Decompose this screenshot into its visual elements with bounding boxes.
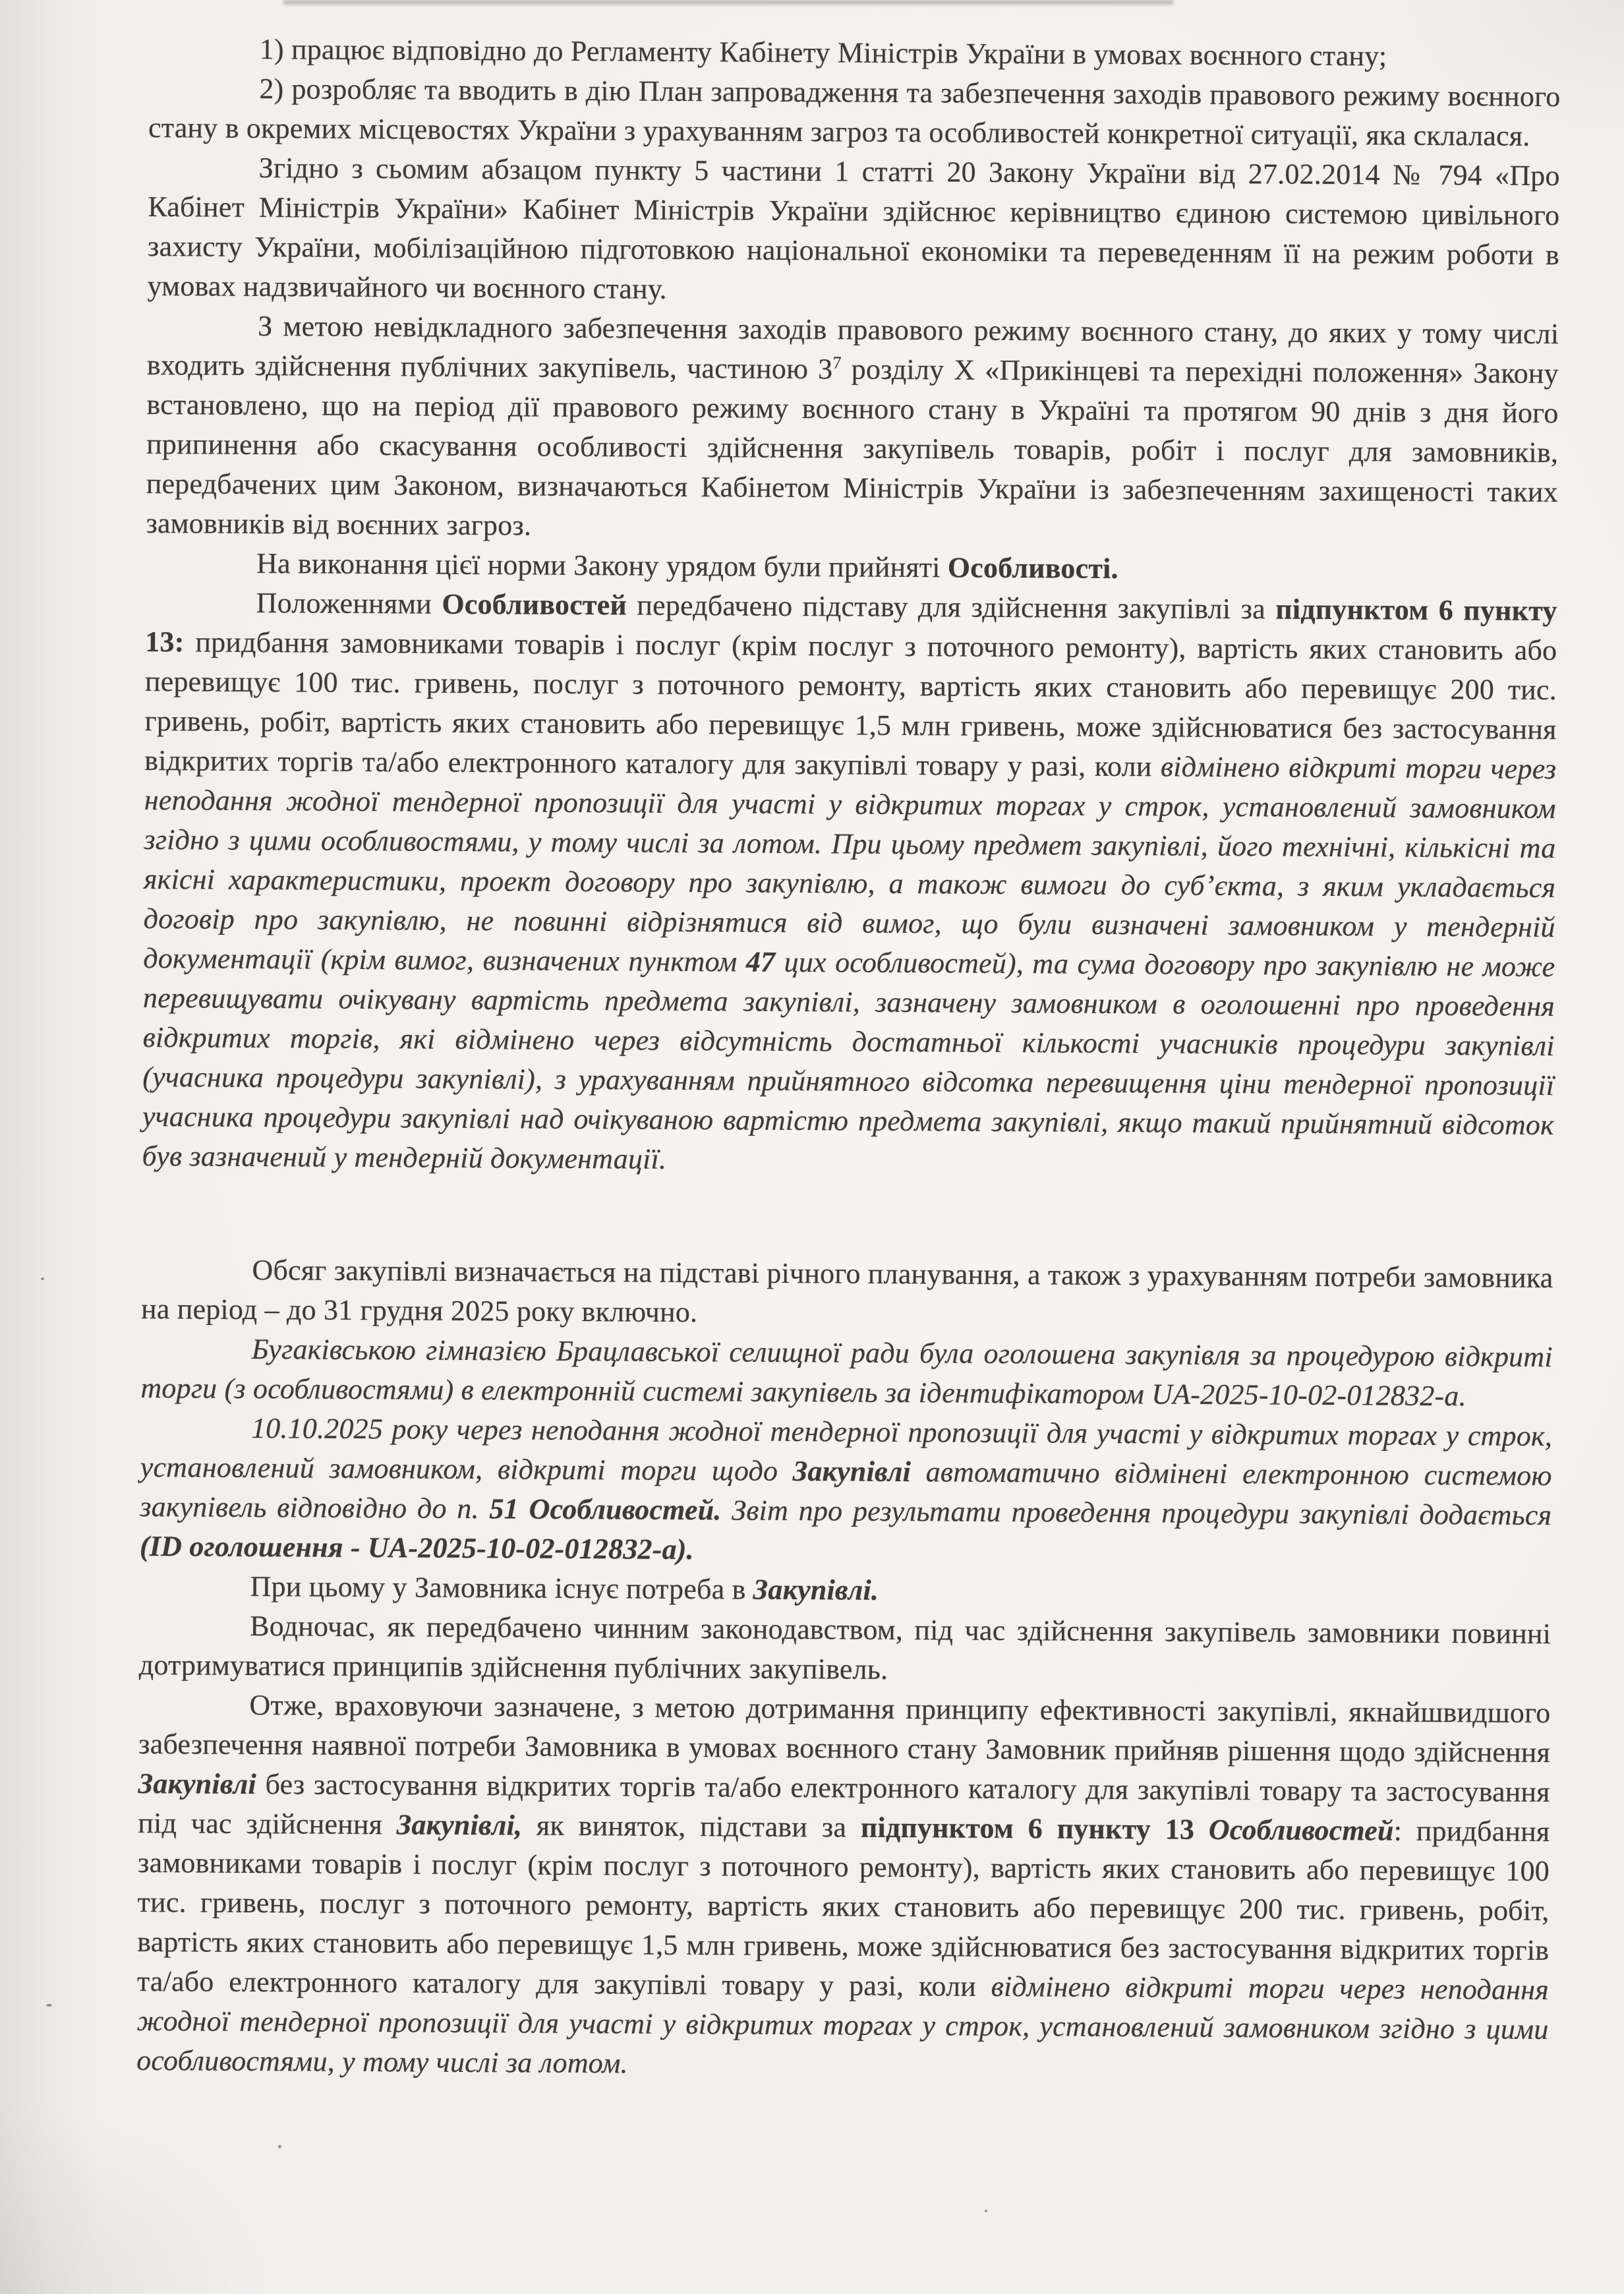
term-zakupivlia: Закупівлі bbox=[138, 1767, 257, 1801]
text-run: При цьому у Замовника існує потреба в bbox=[250, 1570, 753, 1606]
term-zakupivlia: Закупівлі bbox=[792, 1455, 912, 1488]
text-run: Бугаківською гімназією Брацлавської селищної ради була оголошена закупівля за процедурою відкриті торги (з особливостями) в електронній системі закупівель за ідентифікатором UA-2025-10-02-012832-а. bbox=[140, 1332, 1553, 1413]
paragraph-law-kmu bbox=[147, 148, 1559, 314]
term-zakupivlia: Закупівлі, bbox=[396, 1808, 523, 1842]
text-run: Отже, враховуючи зазначене, з метою дотримання принципу ефективності закупівлі, якнайшвидшого забезпечення наявної потреби Замовника в умовах воєнного стану Замовник прийняв рішення щодо здійснення bbox=[138, 1688, 1551, 1769]
term-zakupivlia: Закупівлі. bbox=[753, 1573, 879, 1606]
superscript-7: 7 bbox=[832, 352, 842, 372]
text-run-quoted-norm: відмінено відкриті торги через неподання жодної тендерної пропозиції для участі у відкритих торгах у строк, установлений замовником згідно з цими особливостями, у тому числі за лотом. bbox=[136, 1970, 1550, 2080]
scan-edge-artifact bbox=[283, 0, 1173, 5]
term-point-51-osoblyvostey: 51 Особливостей. bbox=[489, 1492, 722, 1527]
text-run: З метою невідкладного забезпечення заходів правового режиму воєнного стану, до яких у тому числі входить здійснення публічних закупівель, частиною 3 bbox=[146, 310, 1559, 386]
text-run: : придбання замовниками товарів і послуг (крім послуг з поточного ремонту), вартість яких становить або перевищує 100 тис. гривень, послуг з поточного ремонту, вартість яких становить або перевищує 200 тис. гривень, робіт, вартість яких становить або перевищує 1,5 млн гривень, може здійснюватися без застосування відкритих торгів та/або електронного каталогу для закупівлі товару у разі, коли bbox=[136, 1814, 1550, 2003]
text-run: автоматично відмінені електронною системою закупівель відповідно до п. bbox=[140, 1456, 1552, 1525]
scan-speck bbox=[41, 1278, 44, 1280]
text-run-quoted-norm: цих особливостей), та сума договору про закупівлю не може перевищувати очікувану вартість предмета закупівлі, зазначену замовником в оголошенні про проведення відкритих торгів, які відмінено через відсутність достатньої кількості учасників процедури закупівлі (учасника процедури закупівлі), з урахуванням прийнятного відсотка перевищення ціни тендерної пропозиції учасника процедури закупівлі над очікуваною вартістю предмета закупівлі, якщо такий прийнятний відсоток був зазначений у тендерній документації. bbox=[142, 945, 1555, 1175]
text-run: без застосування відкритих торгів та/або електронного каталогу для закупівлі товару та застосування під час здійснення bbox=[138, 1768, 1550, 1841]
text-run: розділу X «Прикінцеві та перехідні положення» Закону встановлено, що на період дії правового режиму воєнного стану в Україні та протягом 90 днів з дня його припинення або скасування особливості здійснення закупівель товарів, робіт і послуг для замовників, передбачених цим Законом, визначаються Кабінетом Міністрів України із забезпеченням захищеності таких замовників від воєнних загроз. bbox=[146, 353, 1559, 542]
text-run: Водночас, як передбачено чинним законодавством, під час здійснення закупівель замовники повинні дотримуватися принципів здійснення публічних закупівель. bbox=[138, 1609, 1552, 1686]
paragraph-auto-cancellation bbox=[140, 1408, 1552, 1575]
paragraph-decision bbox=[136, 1685, 1551, 2089]
text-run-quoted-norm: відмінено відкриті торги через неподання жодної тендерної пропозиції для участі у відкритих торгах у строк, установлений замовником згідно з цими особливостями, у тому числі за лотом. При цьому предмет закупівлі, його технічні, кількісні та якісні характеристики, проект договору про закупівлю, а також вимоги до суб’єкта, з яким укладається договір про закупівлю, не повинні відрізнятися від вимог, що були визначені замовником у тендерній документації (крім вимог, визначених пунктом bbox=[143, 750, 1557, 978]
text-run: Обсяг закупівлі визначається на підставі річного планування, а також з урахуванням потреби замовника на період – до 31 грудня 2025 року включно. bbox=[140, 1253, 1553, 1329]
paragraph-subpoint-6-point-13 bbox=[142, 583, 1557, 1185]
text-run: 1) працює відповідно до Регламенту Кабінету Міністрів України в умовах воєнного стану; bbox=[259, 33, 1387, 73]
paragraph-principles bbox=[139, 1606, 1552, 1693]
term-osoblyvostey: Особливостей bbox=[1208, 1813, 1394, 1847]
paragraph-gymnasium-announcement bbox=[140, 1329, 1553, 1417]
scan-speck bbox=[278, 2145, 281, 2148]
scan-speck bbox=[46, 2004, 52, 2007]
scan-speck bbox=[985, 2210, 987, 2212]
text-run: Звіт про результати проведення процедури закупівлі додається bbox=[721, 1494, 1552, 1532]
text-run: передбачено підставу для здійснення закупівлі за bbox=[626, 589, 1276, 626]
text-run: 2) розробляє та вводить в дію План запровадження та забезпечення заходів правового режиму воєнного стану в окремих місцевостях України з урахуванням загроз та особливостей конкретної ситуації, яка склалася. bbox=[148, 73, 1561, 152]
term-osoblyvostey: Особливостей bbox=[442, 587, 627, 622]
text-run: Згідно з сьомим абзацом пункту 5 частини 1 статті 20 Закону України від 27.02.2014 № 794 «Про Кабінет Міністрів України» Кабінет Міністрів України здійснює керівництво єдиною системою цивільного захисту України, мобілізаційною підготовкою національної економіки та переведенням її на режим роботи в умовах надзвичайного чи воєнного стану. bbox=[147, 152, 1560, 305]
term-subpoint-reference: підпунктом 6 пункту 13: bbox=[145, 593, 1557, 659]
term-osoblyvosti: Особливості. bbox=[947, 551, 1118, 585]
term-point-47: 47 bbox=[745, 945, 776, 978]
text-run: 10.10.2025 року через неподання жодної тендерної пропозиції для участі у відкритих торгах у строк, установлений замовником, відкриті торги щодо bbox=[140, 1411, 1553, 1488]
term-announcement-id: (ID оголошення - UA-2025-10-02-012832-а). bbox=[139, 1529, 694, 1566]
paragraph-item-2 bbox=[148, 69, 1561, 156]
text-run: як виняток, підстави за bbox=[522, 1809, 861, 1844]
document-text bbox=[136, 29, 1561, 2089]
term-subpoint-reference: підпунктом 6 пункту 13 bbox=[860, 1811, 1209, 1846]
paragraph-procurement-volume bbox=[141, 1250, 1553, 1338]
text-run: Положеннями bbox=[256, 587, 442, 620]
text-run: придбання замовниками товарів і послуг (крім послуг з поточного ремонту), вартість яких становить або перевищує 100 тис. гривень, послуг з поточного ремонту, вартість яких становить або перевищує 200 тис. гривень, робіт, вартість яких становить або перевищує 1,5 млн гривень, може здійснюватися без застосування відкритих торгів та/або електронного каталогу для закупівлі товару у разі, коли bbox=[144, 626, 1557, 783]
text-run: На виконання цієї норми Закону урядом були прийняті bbox=[256, 547, 948, 584]
paragraph-martial-law-basis bbox=[146, 306, 1559, 552]
